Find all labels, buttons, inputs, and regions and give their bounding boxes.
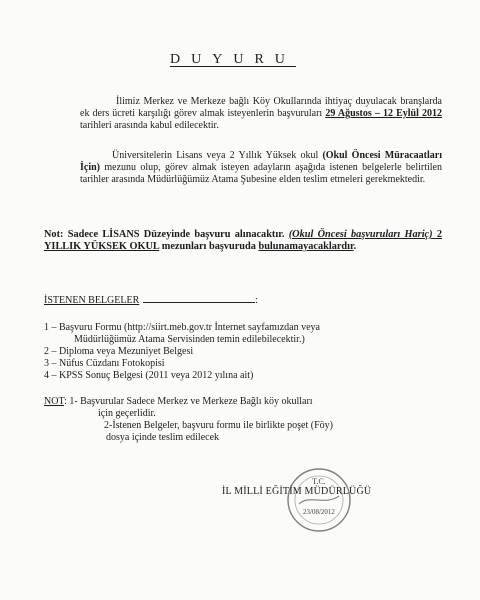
notes-section [44, 396, 444, 444]
not-accepted: bulunamayacaklardır [258, 241, 354, 252]
required-documents-list [44, 322, 444, 382]
paragraph-license-note [44, 229, 442, 253]
note-2: 2-İstenen Belgeler, başvuru formu ile birlikte poşet (Föy) [104, 420, 333, 431]
required-documents-title: İSTENEN BELGELER [44, 295, 140, 306]
p3-text-c: mezunları başvuruda [159, 241, 259, 252]
heading-colon: : [255, 295, 259, 306]
note-1-text: : 1- Başvurular Sadece Merkez ve Merkeze Bağlı köy okulları [64, 396, 313, 407]
paragraph-application-dates [80, 96, 442, 132]
p1-text-a: İlimiz Merkez ve Merkeze bağlı Köy Okullarında ihtiyaç duyulacak branşlarda ek ders ücreti karşılığı görev almak isteyenlerin başvuruları [80, 96, 442, 119]
p3-text-e: . [353, 241, 357, 252]
required-documents-heading [44, 293, 258, 306]
two-year-school: 2 YILLIK YÜKSEK OKUL [44, 229, 442, 252]
note-2-continuation: dosya içinde teslim edilecek [106, 432, 220, 443]
signature-scribble [299, 496, 339, 504]
note-label: NOT [44, 396, 65, 407]
p2-text-a: Üniversitelerin Lisans veya 2 Yıllık Yüksek okul [112, 150, 323, 161]
preschool-note: (Okul Öncesi Müracaatları İçin) [80, 150, 442, 173]
p2-text-b: mezunu olup, görev almak isteyen adayların aşağıda istenen belgelerle belirtilen tarihler arasında Müdürlüğümüz Atama Şubesine elden teslim etmeleri gerekmektedir. [80, 162, 442, 185]
list-item: 3 – Nüfus Cüzdanı Fotokopisi [44, 358, 165, 369]
application-dates: 29 Ağustos – 12 Eylül 2012 [325, 108, 442, 119]
heading-underline [143, 293, 255, 303]
note-1-continuation: için geçerlidir. [98, 408, 156, 419]
list-item: 2 – Diploma veya Mezuniyet Belgesi [44, 346, 194, 357]
list-item-continuation: Müdürlüğümüz Atama Servisinden temin edilebilecektir.) [74, 334, 305, 345]
official-stamp [285, 466, 353, 534]
list-item: 1 – Başvuru Formu (http://siirt.meb.gov.tr İnternet sayfamızdan veya [44, 322, 320, 333]
list-item: 4 – KPSS Sonuç Belgesi (2011 veya 2012 yılına ait) [44, 370, 254, 381]
preschool-exception: (Okul Öncesi başvuruları Hariç) [288, 229, 433, 240]
note-1 [44, 396, 444, 408]
document-title: DUYURU [170, 52, 296, 67]
p1-text-b: tarihleri arasında kabul edilecektir. [80, 120, 219, 131]
paragraph-eligibility [80, 150, 442, 186]
stamp-date: 23/08/2012 [303, 508, 335, 516]
signature-authority: İL MİLLİ EĞİTİM MÜDÜRLÜĞÜ [222, 486, 372, 497]
p3-text-a: Not: Sadece LİSANS Düzeyinde başvuru alınacaktır. [44, 229, 289, 240]
stamp-top-text: T.C. [312, 477, 326, 486]
